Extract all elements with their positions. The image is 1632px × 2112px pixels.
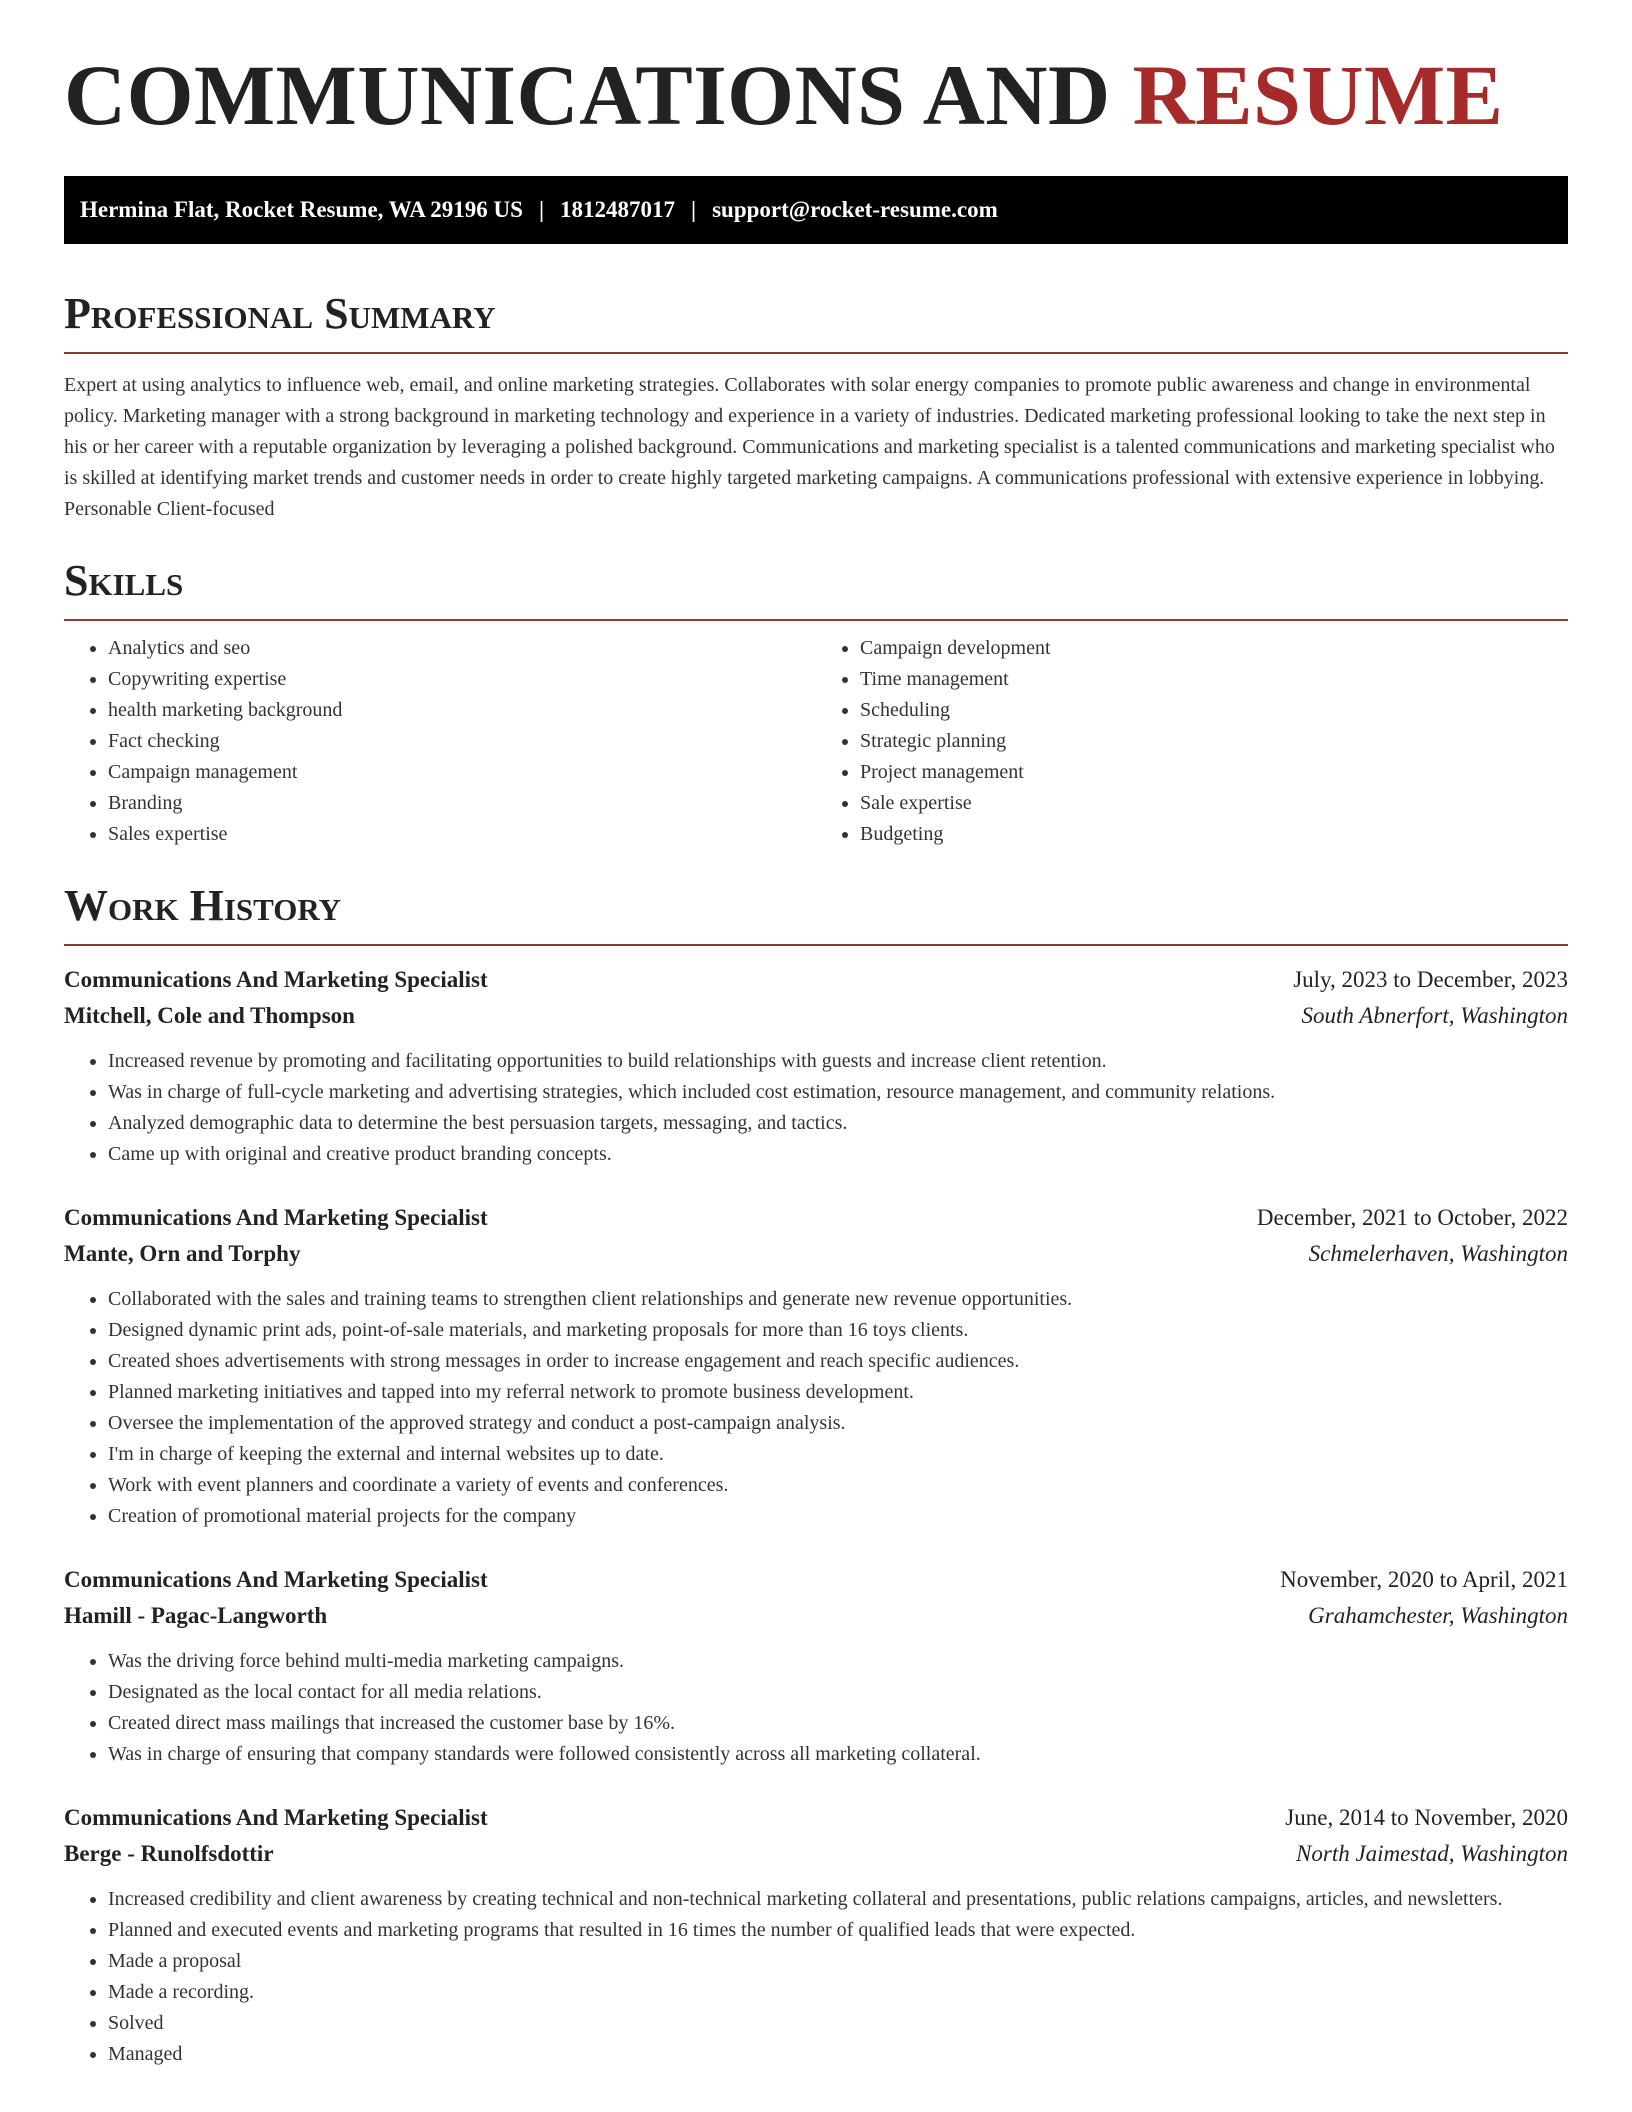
job-bullet: • Analyzed demographic data to determine the best persuasion targets, messaging, and tactics.	[108, 1108, 1568, 1139]
section-divider	[64, 352, 1568, 354]
job-bullet: • Increased revenue by promoting and facilitating opportunities to build relationships with guests and increase client retention.	[108, 1046, 1568, 1077]
job-title: Communications And Marketing Specialist	[64, 967, 488, 992]
summary-text: Expert at using analytics to influence web, email, and online marketing strategies. Collaborates with solar energy companies to promote public awareness and change in environmental policy. Marketing manager with a strong background in marketing technology and experience in a variety of industries. Dedicated marketing professional looking to take the next step in his or her career with a reputable organization by leveraging a polished background. Communications and marketing specialist is a talented communications and marketing specialist who is skilled at identifying market trends and customer needs in order to create highly targeted marketing campaigns. A communications professional with extensive experience in lobbying. Personable Client-focused	[64, 374, 1555, 520]
skill-item: • Branding	[108, 788, 816, 819]
skills-grid	[64, 633, 1568, 850]
section-divider	[64, 619, 1568, 621]
contact-separator: |	[691, 197, 697, 222]
skill-item: • Campaign development	[860, 633, 1568, 664]
job-bullets	[64, 1046, 1568, 1170]
skill-item: • health marketing background	[108, 695, 816, 726]
skill-item: • Project management	[860, 757, 1568, 788]
job-bullet: • Managed	[108, 2039, 1568, 2070]
job-bullet: • Created direct mass mailings that increased the customer base by 16%.	[108, 1708, 1568, 1739]
job-bullet: • Designated as the local contact for all media relations.	[108, 1677, 1568, 1708]
section-heading-work-history: Work History	[64, 881, 342, 930]
job-company: Berge - Runolfsdottir	[64, 1841, 274, 1866]
job-entry	[64, 1562, 1568, 1770]
job-bullet: • I'm in charge of keeping the external and internal websites up to date.	[108, 1439, 1568, 1470]
job-bullet: • Collaborated with the sales and training teams to strengthen client relationships and generate new revenue opportunities.	[108, 1284, 1568, 1315]
professional-summary-section	[64, 289, 1568, 525]
job-title: Communications And Marketing Specialist	[64, 1805, 488, 1830]
skills-column-left	[64, 633, 816, 850]
resume-title	[64, 0, 1568, 143]
title-main: COMMUNICATIONS AND	[64, 47, 1133, 143]
job-location: Grahamchester, Washington	[1308, 1603, 1568, 1628]
job-bullet: • Was in charge of full-cycle marketing and advertising strategies, which included cost estimation, resource management, and community relations.	[108, 1077, 1568, 1108]
skill-item: • Strategic planning	[860, 726, 1568, 757]
job-bullet: • Came up with original and creative product branding concepts.	[108, 1139, 1568, 1170]
job-dates: June, 2014 to November, 2020	[1285, 1805, 1568, 1830]
job-bullet: • Made a proposal	[108, 1946, 1568, 1977]
job-dates: July, 2023 to December, 2023	[1293, 967, 1568, 992]
contact-address: Hermina Flat, Rocket Resume, WA 29196 US	[80, 197, 523, 222]
section-divider	[64, 944, 1568, 946]
job-dates: November, 2020 to April, 2021	[1280, 1567, 1568, 1592]
job-bullets	[64, 1884, 1568, 2070]
job-bullet: • Increased credibility and client awareness by creating technical and non-technical marketing collateral and presentations, public relations campaigns, articles, and newsletters.	[108, 1884, 1568, 1915]
job-bullet: • Solved	[108, 2008, 1568, 2039]
skill-item: • Campaign management	[108, 757, 816, 788]
job-title: Communications And Marketing Specialist	[64, 1205, 488, 1230]
job-location: Schmelerhaven, Washington	[1308, 1241, 1568, 1266]
title-accent: RESUME	[1132, 47, 1504, 143]
skill-item: • Scheduling	[860, 695, 1568, 726]
job-bullet: • Oversee the implementation of the approved strategy and conduct a post-campaign analysis.	[108, 1408, 1568, 1439]
skill-item: • Sales expertise	[108, 819, 816, 850]
skills-section	[64, 556, 1568, 850]
skill-item: • Copywriting expertise	[108, 664, 816, 695]
work-history-section	[64, 881, 1568, 2070]
job-bullets	[64, 1284, 1568, 1532]
job-location: North Jaimestad, Washington	[1296, 1841, 1568, 1866]
job-location: South Abnerfort, Washington	[1301, 1003, 1568, 1028]
job-bullets	[64, 1646, 1568, 1770]
section-heading-skills: Skills	[64, 556, 184, 605]
job-bullet: • Creation of promotional material projects for the company	[108, 1501, 1568, 1532]
job-bullet: • Was in charge of ensuring that company standards were followed consistently across all marketing collateral.	[108, 1739, 1568, 1770]
job-company: Hamill - Pagac-Langworth	[64, 1603, 328, 1628]
job-bullet: • Was the driving force behind multi-media marketing campaigns.	[108, 1646, 1568, 1677]
contact-phone: 1812487017	[560, 197, 676, 222]
job-bullet: • Made a recording.	[108, 1977, 1568, 2008]
section-heading-summary: Professional Summary	[64, 289, 496, 338]
skills-column-right	[816, 633, 1568, 850]
job-entry	[64, 962, 1568, 1170]
job-company: Mante, Orn and Torphy	[64, 1241, 301, 1266]
skill-item: • Time management	[860, 664, 1568, 695]
job-bullet: • Work with event planners and coordinate a variety of events and conferences.	[108, 1470, 1568, 1501]
skill-item: • Budgeting	[860, 819, 1568, 850]
contact-email: support@rocket-resume.com	[712, 197, 998, 222]
job-bullet: • Planned and executed events and marketing programs that resulted in 16 times the number of qualified leads that were expected.	[108, 1915, 1568, 1946]
job-entry	[64, 1800, 1568, 2070]
job-entry	[64, 1200, 1568, 1532]
contact-separator: |	[538, 197, 545, 222]
job-title: Communications And Marketing Specialist	[64, 1567, 488, 1592]
contact-bar	[64, 176, 1568, 244]
skill-item: • Fact checking	[108, 726, 816, 757]
skill-item: • Sale expertise	[860, 788, 1568, 819]
job-bullet: • Designed dynamic print ads, point-of-sale materials, and marketing proposals for more than 16 toys clients.	[108, 1315, 1568, 1346]
job-dates: December, 2021 to October, 2022	[1256, 1205, 1568, 1230]
job-bullet: • Planned marketing initiatives and tapped into my referral network to promote business development.	[108, 1377, 1568, 1408]
skill-item: • Analytics and seo	[108, 633, 816, 664]
job-company: Mitchell, Cole and Thompson	[64, 1003, 355, 1028]
job-bullet: • Created shoes advertisements with strong messages in order to increase engagement and reach specific audiences.	[108, 1346, 1568, 1377]
